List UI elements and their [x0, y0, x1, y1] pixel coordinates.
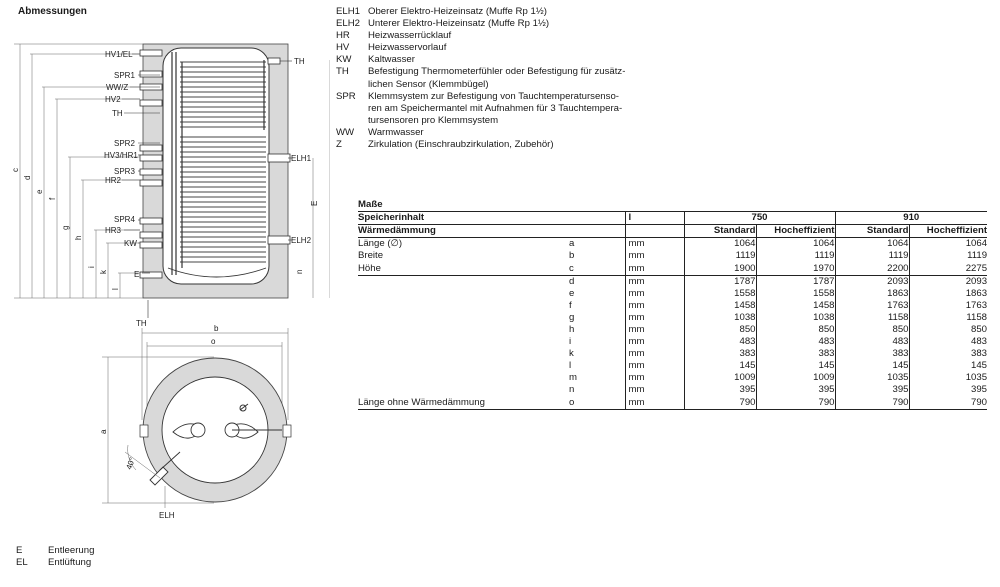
angle-label: 40° — [124, 456, 138, 471]
cell-value: 1064 — [835, 238, 909, 251]
dimensions-table — [358, 199, 987, 410]
cell-value: 850 — [756, 324, 835, 336]
cell-value: 483 — [756, 336, 835, 348]
cell-value: 1558 — [684, 288, 756, 300]
cell-value: 1863 — [909, 288, 987, 300]
table-row — [358, 250, 987, 262]
cell-unit: mm — [625, 275, 684, 288]
cell-value: 1064 — [909, 238, 987, 251]
legend-code: HR — [336, 30, 350, 42]
cell-symbol: c — [569, 262, 574, 274]
cell-value: 1970 — [756, 262, 835, 275]
label-th-right: TH — [294, 57, 305, 66]
cell-value: 1038 — [684, 312, 756, 324]
cell-value: 395 — [909, 384, 987, 396]
cell-value: 2093 — [835, 275, 909, 288]
cell-symbol: b — [569, 250, 575, 262]
legend-desc: Befestigung Thermometerfühler oder Befestigung für zusätz- — [368, 66, 626, 78]
label-elh1: ELH1 — [291, 154, 312, 163]
table-row — [358, 288, 987, 300]
legend-code: TH — [336, 66, 349, 78]
cell-value: 1458 — [684, 300, 756, 312]
legend-row — [336, 42, 668, 54]
dim-f: f — [48, 197, 57, 200]
cell-value: 2093 — [909, 275, 987, 288]
label-spr1: SPR1 — [114, 71, 135, 80]
label-ww-z: WW/Z — [106, 83, 129, 92]
cell-value: 1558 — [756, 288, 835, 300]
legend-desc: ren am Speichermantel mit Aufnahmen für 3 Tauchtempera- — [368, 102, 623, 114]
section-title: Abmessungen — [18, 6, 87, 17]
legend-row — [336, 18, 668, 30]
legend-row — [336, 127, 668, 139]
table-row — [358, 300, 987, 312]
table-caption: Maße — [358, 199, 383, 211]
table-row — [358, 397, 987, 410]
tank-body — [163, 48, 269, 284]
cell-value: 850 — [909, 324, 987, 336]
legend — [336, 6, 668, 151]
dim-k: k — [99, 270, 108, 274]
legend-code — [336, 103, 368, 115]
cell-value: 1009 — [756, 372, 835, 384]
legend-code: WW — [336, 126, 355, 138]
dim-g: g — [61, 225, 70, 230]
cell-symbol: h — [569, 323, 575, 335]
cell-value: 1763 — [835, 300, 909, 312]
cell-value: 1787 — [684, 275, 756, 288]
label-spr4: SPR4 — [114, 215, 135, 224]
label-spr3: SPR3 — [114, 167, 135, 176]
cell-unit: mm — [625, 384, 684, 396]
cell-label — [358, 324, 541, 336]
cell-value: 1863 — [835, 288, 909, 300]
legend-row — [336, 103, 668, 115]
cell-value: 1458 — [756, 300, 835, 312]
cell-value: 395 — [756, 384, 835, 396]
label-elh-top: ELH — [159, 511, 175, 520]
legend-code: Z — [336, 139, 342, 151]
cell-symbol: o — [541, 397, 625, 410]
label-hv3-hr1: HV3/HR1 — [104, 151, 138, 160]
header-waermedaemmung: Wärmedämmung — [358, 225, 541, 238]
dim-b: b — [214, 324, 219, 333]
cell-label — [358, 360, 541, 372]
cell-unit: mm — [625, 312, 684, 324]
legend-desc: Oberer Elektro-Heizeinsatz (Muffe Rp 1½) — [368, 6, 547, 17]
cell-label — [358, 348, 541, 360]
cell-value: 790 — [909, 397, 987, 410]
header-standard-910: Standard — [835, 225, 909, 238]
legend-code: HV — [336, 42, 350, 54]
cell-value: 1064 — [756, 238, 835, 251]
cell-unit: mm — [625, 250, 684, 262]
dim-n: n — [295, 269, 304, 274]
legend-desc: Heizwasserrücklauf — [368, 30, 452, 42]
label-th-bottom: TH — [136, 319, 147, 328]
legend-row — [336, 30, 668, 42]
cell-label: Länge (∅) — [358, 238, 403, 250]
header-hocheffizient-910: Hocheffizient — [909, 225, 987, 238]
cell-value: 790 — [835, 397, 909, 410]
cell-value: 145 — [684, 360, 756, 372]
table-row — [358, 324, 987, 336]
cell-value: 145 — [756, 360, 835, 372]
dim-c: c — [11, 168, 20, 172]
header-910: 910 — [835, 212, 987, 225]
cell-symbol: e — [569, 287, 575, 299]
cell-value: 1038 — [756, 312, 835, 324]
bottom-legend — [16, 545, 94, 570]
cell-value: 790 — [684, 397, 756, 410]
table-row — [358, 275, 987, 288]
cell-value: 483 — [684, 336, 756, 348]
dim-i: i — [87, 266, 96, 268]
cell-value: 383 — [835, 348, 909, 360]
dim-l: l — [111, 288, 120, 290]
legend-code: ELH1 — [336, 6, 360, 17]
cell-value: 145 — [835, 360, 909, 372]
table-row — [358, 360, 987, 372]
legend-code: ELH2 — [336, 18, 360, 30]
cell-value: 383 — [756, 348, 835, 360]
dim-a: a — [99, 429, 108, 434]
technical-drawing — [0, 0, 330, 540]
cell-unit: mm — [625, 288, 684, 300]
cell-symbol: f — [569, 299, 572, 311]
label-hv2: HV2 — [105, 95, 121, 104]
cell-value: 483 — [909, 336, 987, 348]
cell-label — [358, 300, 541, 312]
cell-label — [358, 288, 541, 300]
label-e-conn: E — [134, 270, 140, 279]
dim-o: o — [211, 337, 216, 346]
cell-label — [358, 312, 541, 324]
cell-symbol: a — [569, 238, 575, 250]
cell-unit: mm — [625, 300, 684, 312]
legend-desc: Unterer Elektro-Heizeinsatz (Muffe Rp 1½) — [368, 18, 550, 30]
cell-value: 1158 — [835, 312, 909, 324]
table-row — [358, 262, 987, 275]
legend-row — [336, 66, 668, 78]
cell-unit: mm — [625, 372, 684, 384]
cell-unit: mm — [625, 397, 684, 410]
cell-value: 383 — [909, 348, 987, 360]
table-row — [358, 336, 987, 348]
cell-symbol: i — [569, 336, 572, 348]
legend-code — [336, 115, 368, 127]
legend-desc: lichen Sensor (Klemmbügel) — [368, 78, 489, 90]
label-th-left: TH — [112, 109, 123, 118]
table-row — [358, 348, 987, 360]
cell-symbol: l — [569, 360, 572, 372]
header-speicherinhalt: Speicherinhalt — [358, 212, 541, 225]
legend-row — [336, 115, 668, 127]
cell-value: 2200 — [835, 262, 909, 275]
label-hv1-el: HV1/EL — [105, 50, 133, 59]
label-hr3: HR3 — [105, 226, 122, 235]
cell-unit: mm — [625, 238, 684, 251]
cell-unit: mm — [625, 360, 684, 372]
cell-symbol: d — [541, 275, 625, 288]
cell-label — [358, 336, 541, 348]
cell-value: 1119 — [835, 250, 909, 262]
cell-value: 395 — [684, 384, 756, 396]
cell-value: 1900 — [684, 262, 756, 275]
cell-label: Länge ohne Wärmedämmung — [358, 397, 541, 410]
cell-label — [358, 275, 541, 288]
cell-value: 850 — [835, 324, 909, 336]
cell-unit: mm — [625, 324, 684, 336]
label-elh2: ELH2 — [291, 236, 312, 245]
header-standard-750: Standard — [684, 225, 756, 238]
table-row — [358, 384, 987, 396]
legend-row — [336, 91, 668, 103]
cell-value: 483 — [835, 336, 909, 348]
cell-symbol: m — [569, 372, 577, 384]
cell-unit: mm — [625, 262, 684, 275]
header-hocheffizient-750: Hocheffizient — [756, 225, 835, 238]
cell-value: 1064 — [684, 238, 756, 251]
cell-value: 1035 — [835, 372, 909, 384]
table-row — [358, 238, 987, 251]
cell-value: 1035 — [909, 372, 987, 384]
header-750: 750 — [684, 212, 835, 225]
dim-E-right: E — [310, 200, 319, 206]
cell-label — [358, 384, 541, 396]
table-row — [358, 312, 987, 324]
legend-row — [336, 139, 668, 151]
cell-unit: mm — [625, 336, 684, 348]
cell-value: 850 — [684, 324, 756, 336]
cell-value: 145 — [909, 360, 987, 372]
table-row — [358, 372, 987, 384]
legend-desc: Klemmsystem zur Befestigung von Tauchtemperatursenso- — [368, 90, 619, 102]
cell-unit: mm — [625, 348, 684, 360]
cell-value: 1787 — [756, 275, 835, 288]
dim-h: h — [74, 235, 83, 240]
legend-code — [336, 79, 368, 91]
cell-value: 1009 — [684, 372, 756, 384]
cell-label: Höhe — [358, 262, 381, 274]
legend-row — [336, 6, 668, 18]
cell-symbol: n — [569, 384, 575, 396]
cell-value: 383 — [684, 348, 756, 360]
cell-value: 2275 — [909, 262, 987, 275]
label-hr2: HR2 — [105, 176, 122, 185]
dim-d: d — [23, 175, 32, 180]
label-spr2: SPR2 — [114, 139, 135, 148]
dim-e: e — [35, 189, 44, 194]
legend-row — [336, 79, 668, 91]
legend-desc: Warmwasser — [368, 126, 424, 138]
cell-label: Breite — [358, 250, 384, 262]
cell-value: 1763 — [909, 300, 987, 312]
cell-value: 1119 — [909, 250, 987, 262]
cell-value: 1119 — [756, 250, 835, 262]
label-kw: KW — [124, 239, 137, 248]
cell-symbol: k — [569, 348, 574, 360]
bottom-legend-row — [16, 545, 94, 557]
legend-code: SPR — [336, 90, 356, 102]
legend-desc: Kaltwasser — [368, 54, 415, 66]
cell-symbol: g — [569, 311, 575, 323]
bottom-legend-desc: Entlüftung — [48, 557, 92, 569]
cell-value: 395 — [835, 384, 909, 396]
upper-coil — [180, 62, 266, 262]
legend-desc: Zirkulation (Einschraubzirkulation, Zubehör) — [368, 139, 554, 151]
cell-value: 1119 — [684, 250, 756, 262]
legend-code: KW — [336, 54, 352, 66]
legend-row — [336, 54, 668, 66]
bottom-legend-code: EL — [16, 557, 28, 569]
bottom-legend-code: E — [16, 545, 23, 556]
header-unit-l: l — [625, 212, 684, 225]
bottom-legend-desc: Entleerung — [48, 545, 95, 556]
cell-label — [358, 372, 541, 384]
legend-desc: Heizwasservorlauf — [368, 42, 447, 54]
cell-value: 1158 — [909, 312, 987, 324]
cell-value: 790 — [756, 397, 835, 410]
legend-desc: tursensoren pro Klemmsystem — [368, 114, 499, 126]
bottom-legend-row — [16, 557, 94, 569]
